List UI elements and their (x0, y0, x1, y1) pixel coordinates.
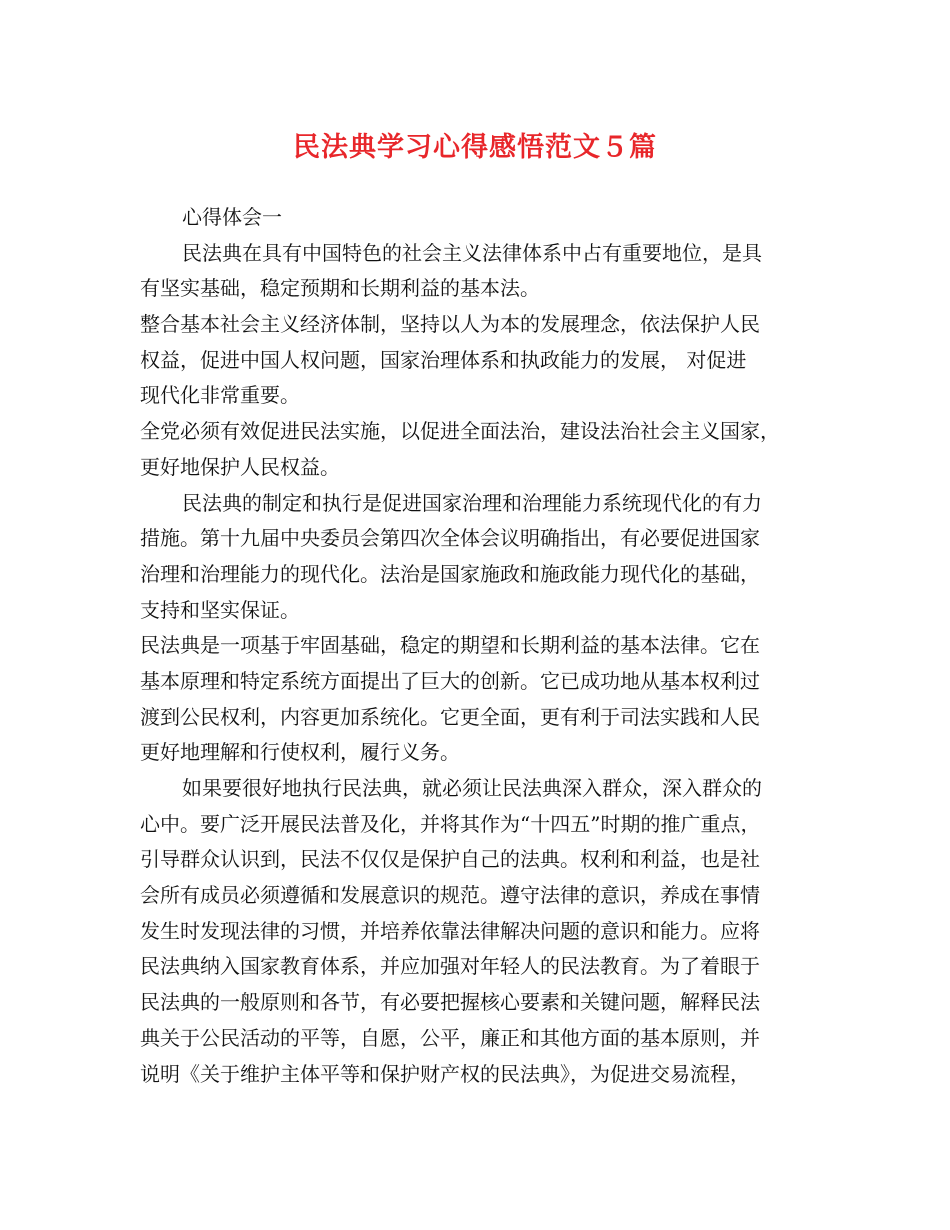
text-line: 典关于公民活动的平等，自愿，公平，廉正和其他方面的基本原则，并 (140, 1025, 760, 1050)
text-line: 支持和坚实保证。 (140, 597, 300, 622)
text-line: 基本原理和特定系统方面提出了巨大的创新。它已成功地从基本权利过 (140, 668, 760, 693)
document-body (140, 200, 815, 1092)
text-line: 全党必须有效促进民法实施，以促进全面法治，建设法治社会主义国家， (140, 419, 780, 444)
text-line: 说明《关于维护主体平等和保护财产权的民法典》，为促进交易流程， (140, 1061, 750, 1086)
text-line: 引导群众认识到，民法不仅仅是保护自己的法典。权利和利益，也是社 (140, 847, 760, 872)
text-line: 现代化非常重要。 (140, 383, 300, 408)
text-line: 更好地理解和行使权利，履行义务。 (140, 740, 460, 765)
document-title: 民法典学习心得感悟范文５篇 (293, 132, 657, 163)
text-line: 如果要很好地执行民法典，就必须让民法典深入群众，深入群众的 (182, 776, 762, 800)
text-line: 心中。要广泛开展民法普及化，并将其作为“十四五”时期的推广重点， (140, 811, 761, 836)
text-line: 措施。第十九届中央委员会第四次全体会议明确指出，有必要促进国家 (140, 526, 760, 551)
text-line: 渡到公民权利，内容更加系统化。它更全面，更有利于司法实践和人民 (140, 704, 760, 729)
text-line: 心得体会一 (182, 205, 282, 229)
text-line: 更好地保护人民权益。 (140, 454, 340, 479)
text-line: 治理和治理能力的现代化。法治是国家施政和施政能力现代化的基础， (140, 561, 760, 586)
text-line: 会所有成员必须遵循和发展意识的规范。遵守法律的意识，养成在事情 (140, 883, 760, 908)
text-line: 发生时发现法律的习惯，并培养依靠法律解决问题的意识和能力。应将 (140, 918, 760, 943)
text-line: 民法典纳入国家教育体系，并应加强对年轻人的民法教育。为了着眼于 (140, 954, 760, 979)
text-line: 民法典在具有中国特色的社会主义法律体系中占有重要地位，是具 (182, 240, 762, 265)
text-line: 民法典的一般原则和各节，有必要把握核心要素和关键问题，解释民法 (140, 990, 760, 1015)
text-line: 民法典是一项基于牢固基础，稳定的期望和长期利益的基本法律。它在 (140, 633, 760, 658)
text-line: 民法典的制定和执行是促进国家治理和治理能力系统现代化的有力 (182, 490, 762, 515)
text-line: 有坚实基础，稳定预期和长期利益的基本法。 (140, 276, 540, 301)
text-line: 权益，促进中国人权问题，国家治理体系和执政能力的发展， 对促进 (140, 347, 747, 372)
text-line: 整合基本社会主义经济体制，坚持以人为本的发展理念，依法保护人民 (140, 312, 760, 337)
